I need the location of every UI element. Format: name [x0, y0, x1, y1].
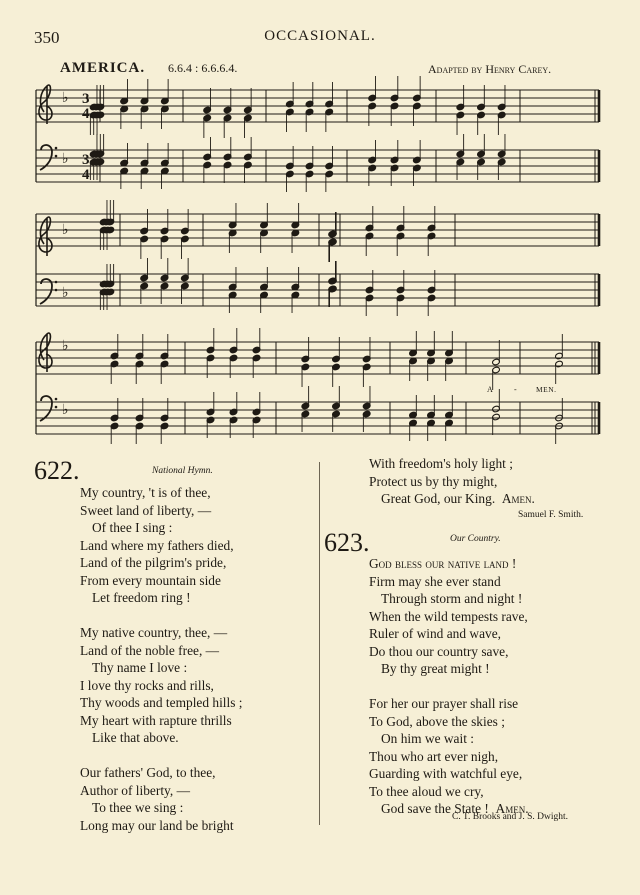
verse-line: From every mountain side [80, 572, 221, 588]
verse-line: When the wild tempests rave, [369, 608, 528, 624]
author-623: C. T. Brooks and J. S. Dwight. [452, 812, 569, 822]
verse-line [369, 490, 535, 508]
verse-line: Land of the noble free, — [80, 642, 220, 658]
amen-dash: - [514, 385, 517, 394]
verse-line: Land of the pilgrim's pride, [80, 555, 227, 570]
svg-text:♭: ♭ [62, 223, 69, 238]
verse-line: I love thy rocks and rills, [80, 677, 214, 693]
time-sig-treble-bottom: 4 [82, 106, 90, 122]
composer-credit: Adapted by Henry Carey. [428, 62, 552, 76]
running-head: OCCASIONAL. [264, 28, 376, 44]
time-sig-bass-top: 3 [82, 152, 90, 168]
verse-line: Through storm and night ! [381, 591, 523, 606]
verse-line: Sweet land of liberty, — [80, 502, 212, 518]
hymn-title-623: Our Country. [450, 534, 501, 544]
verse-line: Author of liberty, — [80, 782, 190, 798]
verse-line: My heart with rapture thrills [80, 712, 232, 728]
verse-line: Thy woods and templed hills ; [80, 695, 243, 710]
svg-text:♭: ♭ [62, 403, 69, 418]
column-divider [319, 462, 320, 825]
amen-syllable-men: MEN. [536, 385, 557, 394]
verse-line: Guarding with watchful eye, [369, 766, 523, 781]
time-sig-treble-top: 3 [82, 91, 90, 107]
verse-line: Thy name I love : [92, 660, 188, 675]
author-622: Samuel F. Smith. [518, 510, 584, 520]
amen: Amen. [501, 491, 535, 506]
staff-lines [36, 90, 599, 434]
verse-line: God bless our native land ! [369, 556, 517, 571]
verse-line: Our fathers' God, to thee, [80, 765, 216, 780]
hymn-title-622: National Hymn. [152, 466, 213, 476]
treble-clef-1 [39, 85, 52, 124]
verse-line: Protect us by thy might, [369, 473, 498, 489]
clefs [39, 85, 69, 421]
hymn-number-622: 622. [34, 456, 80, 485]
verse-line: To thee we sing : [92, 800, 184, 815]
verse-line: With freedom's holy light ; [369, 456, 513, 471]
verse-line: For her our prayer shall rise [369, 696, 519, 711]
verse-line: On him we wait : [381, 731, 474, 746]
verse-line-text: God save the State ! [381, 801, 489, 816]
verse-line: Of thee I sing : [92, 520, 173, 535]
tune-name: AMERICA. [60, 60, 146, 76]
barlines [36, 90, 599, 434]
verse-line: Like that above. [92, 730, 179, 745]
time-sig-bass-bottom: 4 [82, 167, 90, 183]
verse-line: My country, 't is of thee, [80, 485, 211, 500]
verse-line: Long may our land be bright [80, 817, 234, 833]
hymn-622-col-left [80, 484, 243, 834]
verse-line: Firm may she ever stand [369, 573, 501, 589]
svg-text:♭: ♭ [62, 152, 69, 167]
page-number: 350 [34, 28, 60, 47]
verse-line: Let freedom ring ! [92, 590, 191, 605]
meter: 6.6.4 : 6.6.6.4. [168, 61, 238, 75]
svg-text:♭: ♭ [62, 339, 69, 354]
svg-text:♭: ♭ [62, 91, 69, 106]
verse-line: By thy great might ! [381, 661, 490, 676]
svg-text:♭: ♭ [62, 286, 69, 301]
hymn-622-col-right [369, 455, 535, 508]
verse-line: To thee aloud we cry, [369, 783, 484, 799]
amen: Amen. [495, 801, 529, 816]
verse-line-text: Great God, our King. [381, 491, 496, 506]
verse-line: My native country, thee, — [80, 625, 228, 640]
verse-line: Thou who art ever nigh, [369, 748, 499, 764]
treble-clef-2 [39, 217, 52, 256]
amen-syllable-a: A [487, 385, 494, 394]
verse-line: To God, above the skies ; [369, 713, 505, 729]
bass-clef-3 [40, 396, 52, 421]
verse-line: Land where my fathers died, [80, 537, 234, 553]
verse-line: Do thou our country save, [369, 643, 509, 659]
verse-line: Ruler of wind and wave, [369, 626, 502, 641]
hymn-623-col [369, 555, 529, 818]
hymn-number-623: 623. [324, 528, 370, 557]
bass-clef-2 [40, 279, 52, 304]
